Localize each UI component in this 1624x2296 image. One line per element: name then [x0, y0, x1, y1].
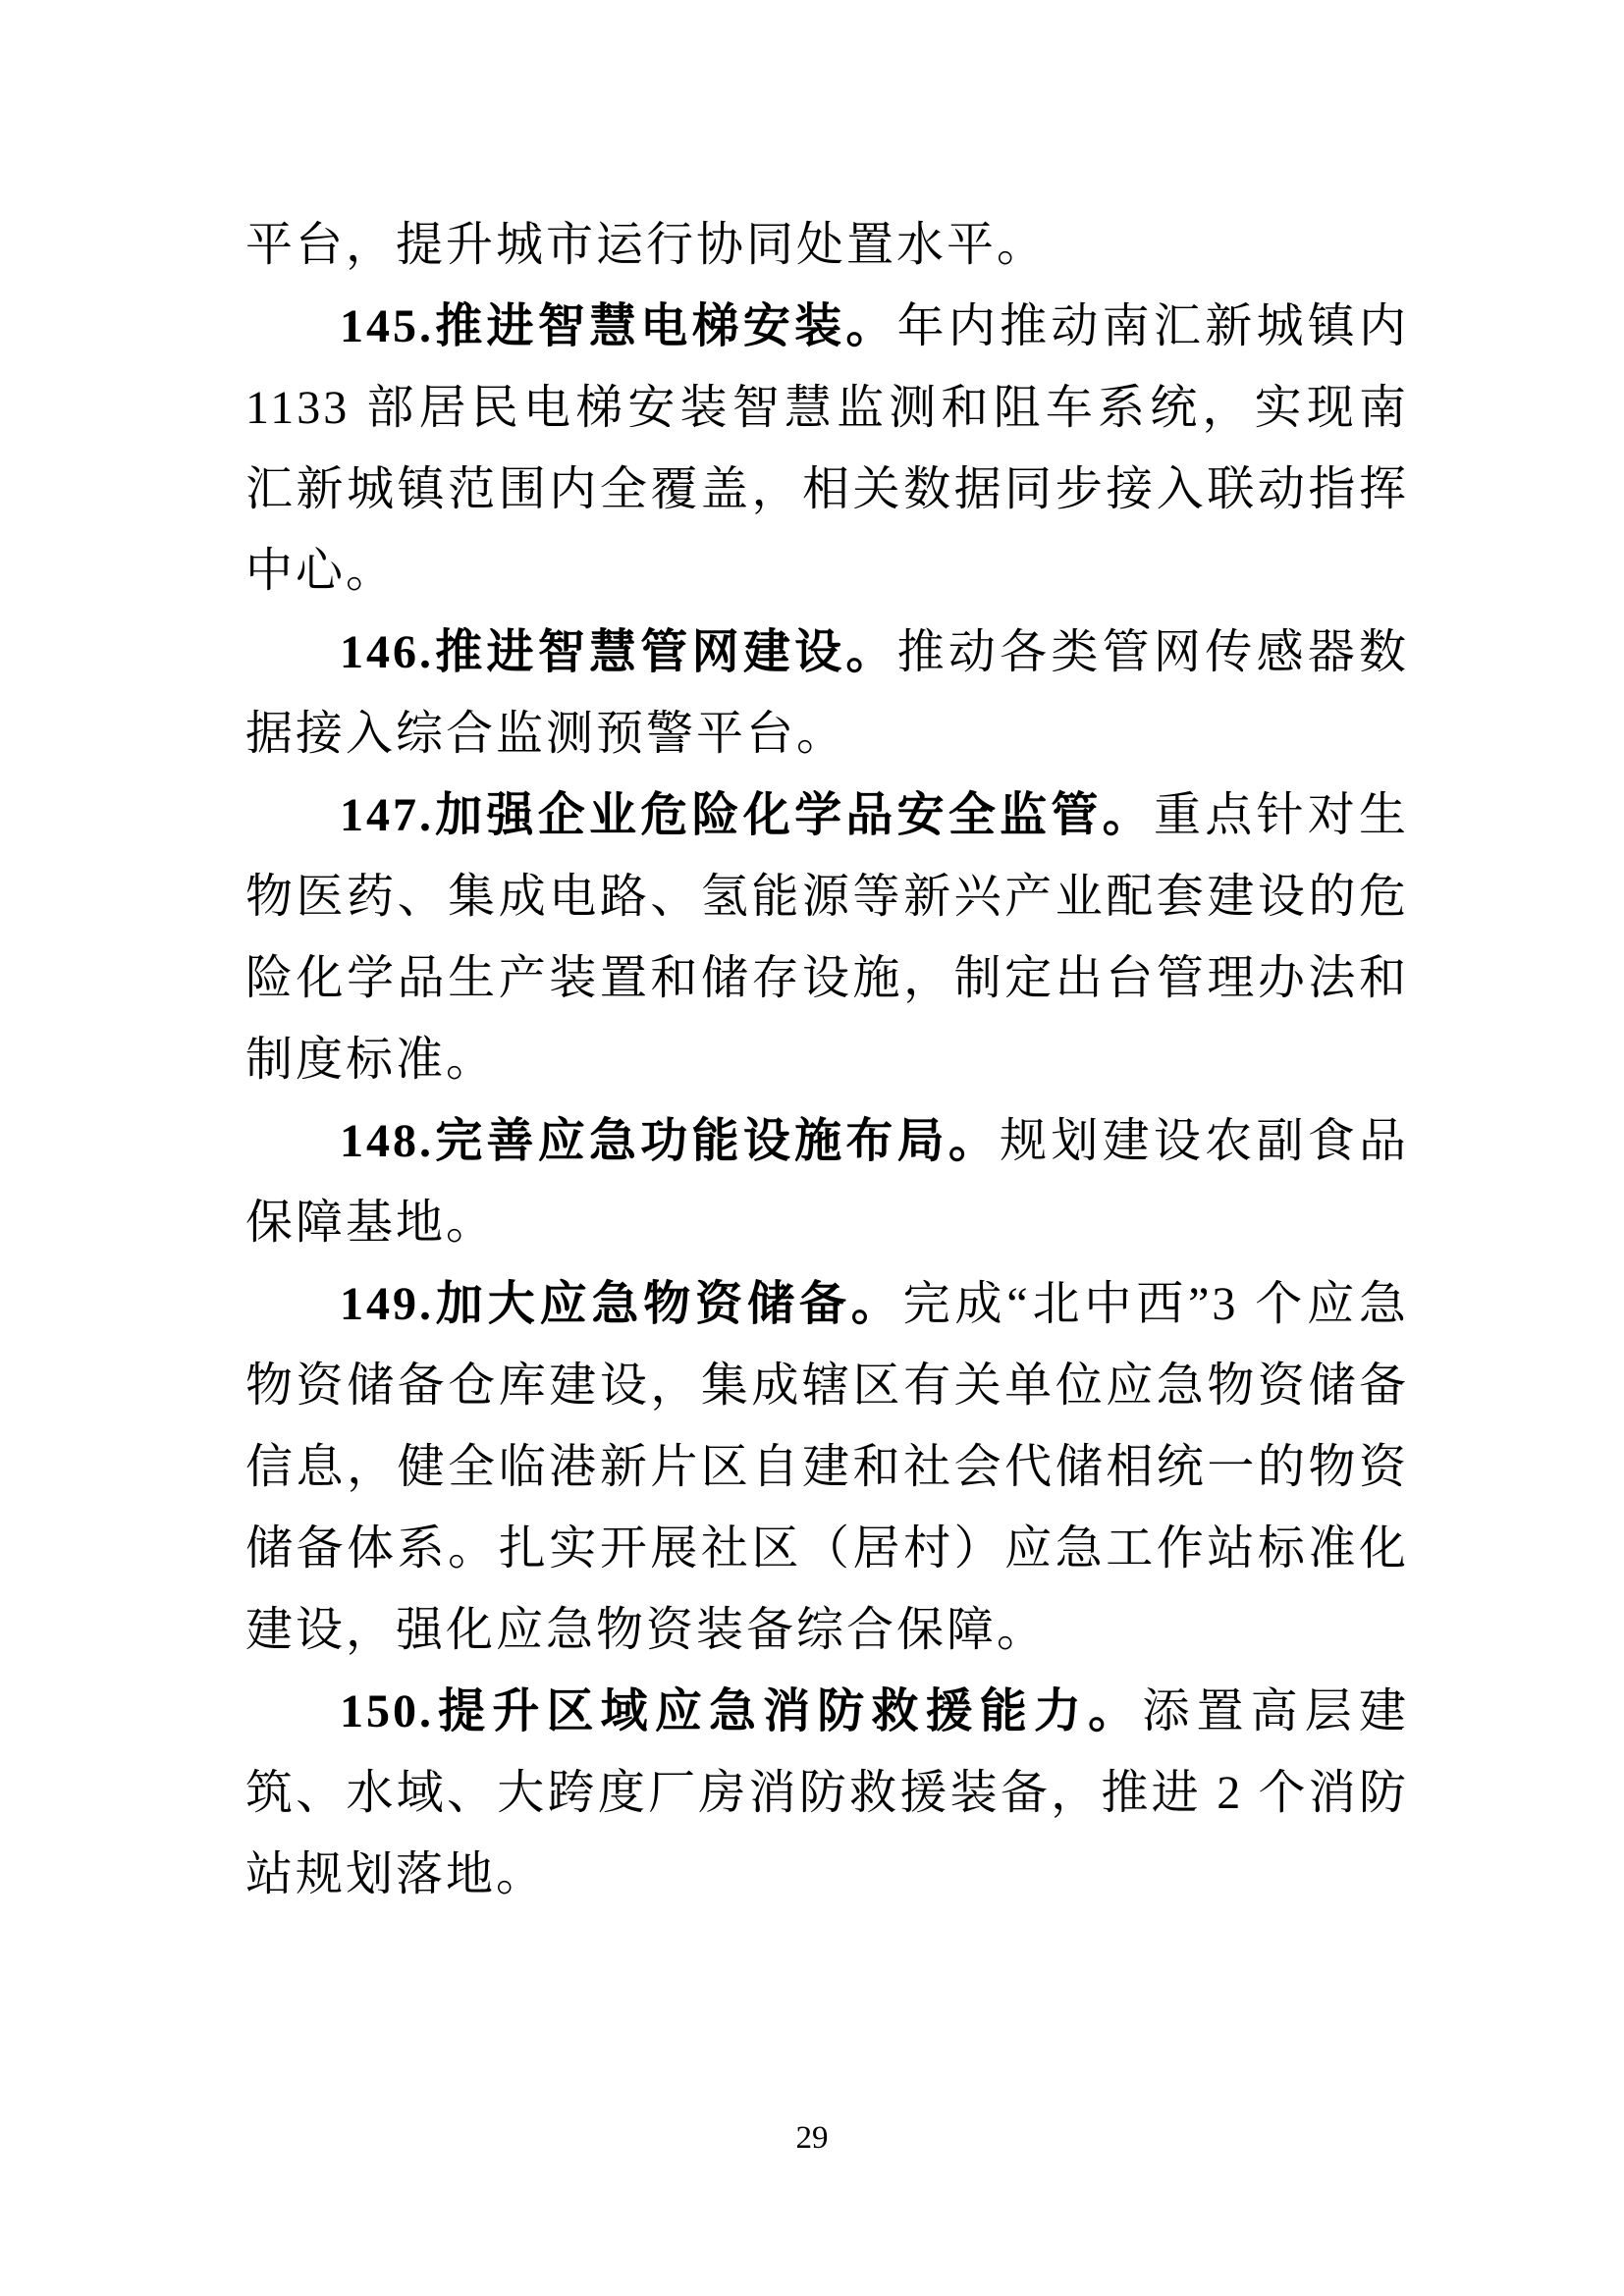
- paragraph-text: 规划建设农副食品保障基地。: [245, 1115, 1409, 1249]
- paragraph: [245, 612, 1409, 774]
- item-heading: 147.加强企业危险化学品安全监管。: [340, 789, 1154, 841]
- paragraph: [245, 204, 1409, 286]
- item-heading: 150.提升区域应急消防救援能力。: [340, 1685, 1143, 1737]
- paragraph-text: 完成“北中西”3 个应急物资储备仓库建设，集成辖区有关单位应急物资储备信息，健全临港新片区自建和社会代储相统一的物资储备体系。扎实开展社区（居村）应急工作站标准化建设，强化应急物资装备综合保障。: [245, 1278, 1409, 1656]
- item-heading: 146.推进智慧管网建设。: [340, 626, 897, 678]
- paragraph-text: 推动各类管网传感器数据接入综合监测预警平台。: [245, 626, 1409, 760]
- paragraph: [245, 1100, 1409, 1263]
- paragraph-text: 重点针对生物医药、集成电路、氢能源等新兴产业配套建设的危险化学品生产装置和储存设施，制定出台管理办法和制度标准。: [245, 789, 1409, 1086]
- paragraph: [245, 774, 1409, 1100]
- paragraph: [245, 1263, 1409, 1671]
- item-heading: 148.完善应急功能设施布局。: [340, 1115, 1001, 1167]
- paragraph: [245, 1671, 1409, 1915]
- page-number: 29: [795, 2120, 829, 2156]
- paragraph-text: 平台，提升城市运行协同处置水平。: [245, 219, 1048, 271]
- item-heading: 149.加大应急物资储备。: [340, 1278, 903, 1330]
- paragraph-text: 添置高层建筑、水域、大跨度厂房消防救援装备，推进 2 个消防站规划落地。: [245, 1685, 1409, 1900]
- item-heading: 145.推进智慧电梯安装。: [340, 300, 897, 352]
- paragraph-text: 年内推动南汇新城镇内 1133 部居民电梯安装智慧监测和阻车系统，实现南汇新城镇范围内全覆盖，相关数据同步接入联动指挥中心。: [245, 300, 1409, 597]
- paragraph: [245, 286, 1409, 612]
- document-body: [245, 204, 1409, 1915]
